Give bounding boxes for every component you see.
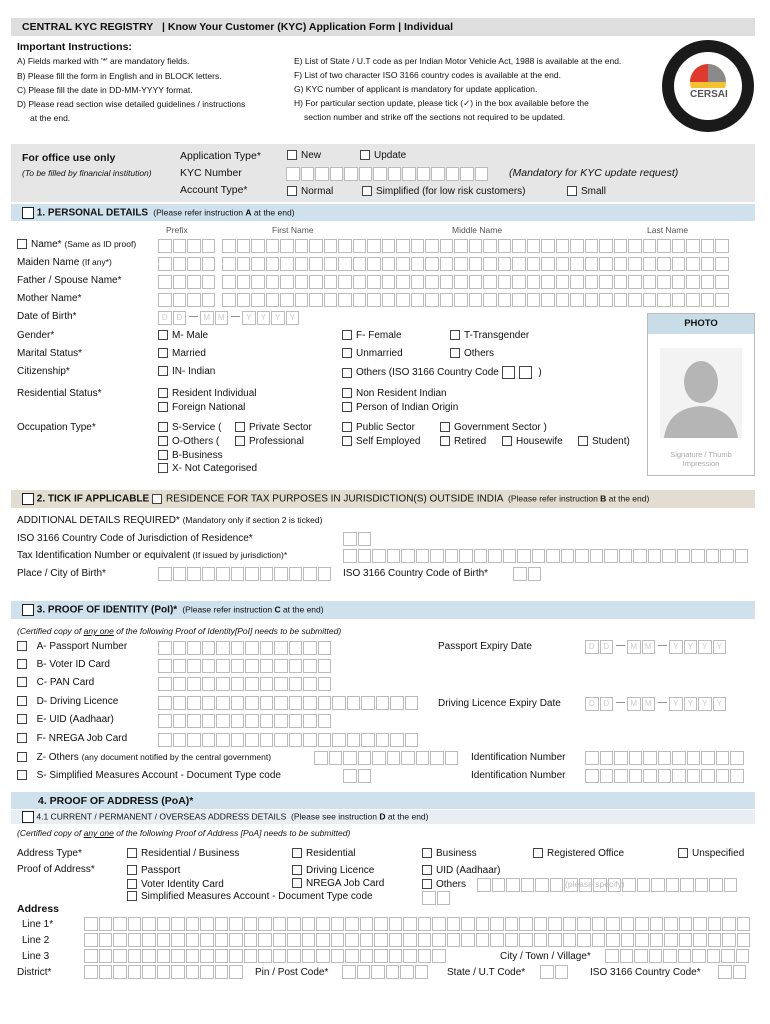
mother-name-label: Mother Name*	[17, 293, 82, 304]
z-identification-input[interactable]	[585, 751, 745, 765]
instruction-e: E) List of State / U.T code as per Indian Motor Vehicle Act, 1988 is available at the end.	[294, 56, 622, 66]
marital-married[interactable]: Married	[158, 348, 206, 359]
address-line1-label: Line 1*	[22, 919, 54, 930]
section-4-1-title[interactable]: 4.1 CURRENT / PERMANENT / OVERSEAS ADDRESS DETAILS (Please see instruction D at the end)	[22, 811, 429, 823]
occupation-label: Occupation Type*	[17, 422, 96, 433]
occ-s-service[interactable]: S-Service (	[158, 422, 221, 433]
poi-pan-card[interactable]: C- PAN Card	[17, 677, 94, 688]
account-small[interactable]: Small	[567, 186, 606, 197]
address-line2-input[interactable]	[84, 933, 751, 947]
poa-others[interactable]: Others	[422, 879, 466, 890]
occ-private-sector[interactable]: Private Sector	[235, 422, 312, 433]
name-input[interactable]	[158, 239, 730, 253]
poi-z-others[interactable]: Z- Others (any document notified by the central government)	[17, 752, 271, 763]
person-of-indian-origin[interactable]: Person of Indian Origin	[342, 402, 458, 413]
dob-input[interactable]: D D — M M — Y Y Y Y	[158, 311, 300, 325]
citizenship-label: Citizenship*	[17, 366, 70, 377]
uid-input[interactable]	[158, 714, 332, 728]
col-last-name: Last Name	[647, 225, 689, 235]
place-of-birth-label: Place / City of Birth*	[17, 568, 106, 579]
name-label[interactable]: Name* (Same as ID proof)	[17, 239, 136, 250]
instruction-d: D) Please read section wise detailed guidelines / instructions	[17, 99, 246, 109]
addr-type-res-business[interactable]: Residential / Business	[127, 848, 239, 859]
address-type-label: Address Type*	[17, 848, 82, 859]
father-spouse-input[interactable]	[158, 275, 730, 289]
father-spouse-label: Father / Spouse Name*	[17, 275, 122, 286]
marital-others[interactable]: Others	[450, 348, 494, 359]
occ-self-employed[interactable]: Self Employed	[342, 436, 420, 447]
col-prefix: Prefix	[166, 225, 188, 235]
poi-certified-note: (Certified copy of any one of the following Proof of Identity[PoI] needs to be submitted)	[17, 626, 342, 636]
kyc-note: (Mandatory for KYC update request)	[509, 167, 679, 179]
app-type-new[interactable]: New	[287, 150, 321, 161]
instruction-b: B) Please fill the form in English and in BLOCK letters.	[17, 71, 222, 81]
nrega-input[interactable]	[158, 733, 419, 747]
instruction-d-cont: at the end.	[30, 113, 71, 123]
office-use-title: For office use only	[22, 152, 116, 164]
proof-of-address-label: Proof of Address*	[17, 864, 95, 875]
cersai-logo	[660, 38, 756, 134]
poi-s-simplified[interactable]: S- Simplified Measures Account - Document Type code	[17, 770, 281, 781]
address-line1-input[interactable]	[84, 917, 751, 931]
kyc-number-input[interactable]	[286, 167, 489, 181]
occ-professional[interactable]: Professional	[235, 436, 304, 447]
section-4-title: 4. PROOF OF ADDRESS (PoA)*	[38, 795, 194, 807]
citizenship-others[interactable]: Others (ISO 3166 Country Code )	[342, 366, 542, 379]
poa-simplified[interactable]: Simplified Measures Account - Document Type code	[127, 891, 373, 902]
occ-government-sector[interactable]: Government Sector )	[440, 422, 547, 433]
additional-details-label: ADDITIONAL DETAILS REQUIRED* (Mandatory only if section 2 is ticked)	[17, 515, 323, 526]
passport-expiry-input[interactable]: D D — M M — Y Y Y Y	[585, 640, 727, 654]
mother-name-input[interactable]	[158, 293, 730, 307]
foreign-national[interactable]: Foreign National	[158, 402, 245, 413]
occ-housewife[interactable]: Housewife	[502, 436, 563, 447]
instruction-f: F) List of two character ISO 3166 country codes is available at the end.	[294, 70, 561, 80]
logo-text: CERSAI	[690, 89, 728, 100]
poa-passport[interactable]: Passport	[127, 865, 180, 876]
citizenship-indian[interactable]: IN- Indian	[158, 366, 215, 377]
section-2-title[interactable]: 2. TICK IF APPLICABLE RESIDENCE FOR TAX PURPOSES IN JURISDICTION(S) OUTSIDE INDIA (Please refer instruction B at the end)	[22, 493, 649, 505]
account-simplified[interactable]: Simplified (for low risk customers)	[362, 186, 525, 197]
poa-driving-licence[interactable]: Driving Licence	[292, 865, 374, 876]
address-heading: Address	[17, 903, 60, 915]
iso-birth-input[interactable]	[513, 567, 542, 581]
addr-type-business[interactable]: Business	[422, 848, 477, 859]
instruction-h: H) For particular section update, please tick (✓) in the box available before the	[294, 98, 589, 108]
pin-label: Pin / Post Code*	[255, 967, 329, 978]
poa-nrega[interactable]: NREGA Job Card	[292, 878, 384, 889]
poa-voter-id[interactable]: Voter Identity Card	[127, 879, 224, 890]
col-first-name: First Name	[272, 225, 314, 235]
office-use-subtitle: (To be filled by financial institution)	[22, 168, 152, 178]
addr-type-unspecified[interactable]: Unspecified	[678, 848, 744, 859]
resident-individual[interactable]: Resident Individual	[158, 388, 257, 399]
signature-label: Signature / Thumb Impression	[670, 450, 732, 468]
kyc-number-label: KYC Number	[180, 167, 242, 179]
passport-expiry-label: Passport Expiry Date	[438, 641, 532, 652]
occ-business[interactable]: B-Business	[158, 450, 223, 461]
poa-uid[interactable]: UID (Aadhaar)	[422, 865, 500, 876]
iso-country-label: ISO 3166 Country Code*	[590, 967, 701, 978]
occ-student[interactable]: Student)	[578, 436, 630, 447]
col-middle-name: Middle Name	[452, 225, 503, 235]
s-identification-input[interactable]	[585, 769, 745, 783]
poi-uid[interactable]: E- UID (Aadhaar)	[17, 714, 114, 725]
account-type-label: Account Type*	[180, 184, 248, 196]
city-input[interactable]	[605, 949, 750, 963]
instruction-c: C) Please fill the date in DD-MM-YYYY format.	[17, 85, 193, 95]
photo-label: PHOTO	[648, 314, 754, 334]
residential-status-label: Residential Status*	[17, 388, 102, 399]
gender-male[interactable]: M- Male	[158, 330, 208, 341]
state-input[interactable]	[540, 965, 569, 979]
poi-passport[interactable]: A- Passport Number	[17, 641, 127, 652]
poa-doc-type-input[interactable]	[422, 891, 451, 905]
addr-type-residential[interactable]: Residential	[292, 848, 355, 859]
iso-jurisdiction-label: ISO 3166 Country Code of Jurisdiction of Residence*	[17, 533, 253, 544]
poi-driving-licence[interactable]: D- Driving Licence	[17, 696, 118, 707]
poi-nrega[interactable]: F- NREGA Job Card	[17, 733, 127, 744]
dl-expiry-label: Driving Licence Expiry Date	[438, 698, 561, 709]
district-input[interactable]	[84, 965, 244, 979]
account-normal[interactable]: Normal	[287, 186, 333, 197]
gender-transgender[interactable]: T-Transgender	[450, 330, 529, 341]
s-identification-label: Identification Number	[471, 770, 566, 781]
instructions-heading: Important Instructions:	[17, 41, 132, 53]
instruction-a: A) Fields marked with '*' are mandatory fields.	[17, 56, 190, 66]
instruction-g: G) KYC number of applicant is mandatory for update application.	[294, 84, 538, 94]
section-3-title[interactable]: 3. PROOF OF IDENTITY (PoI)* (Please refer instruction C at the end)	[22, 604, 324, 616]
state-label: State / U.T Code*	[447, 967, 526, 978]
photo-placeholder	[660, 348, 742, 438]
passport-number-input[interactable]	[158, 641, 332, 655]
address-line3-input[interactable]	[84, 949, 447, 963]
application-type-label: Application Type*	[180, 150, 261, 162]
occ-public-sector[interactable]: Public Sector	[342, 422, 415, 433]
occ-not-categorised[interactable]: X- Not Categorised	[158, 463, 257, 474]
pin-input[interactable]	[342, 965, 429, 979]
address-line3-label: Line 3	[22, 951, 50, 962]
place-of-birth-input[interactable]	[158, 567, 332, 581]
poa-certified-note: (Certified copy of any one of the following Proof of Address [PoA] needs to be submitted)	[17, 828, 351, 838]
city-label: City / Town / Village*	[500, 951, 591, 962]
voter-id-input[interactable]	[158, 659, 332, 673]
dl-expiry-input[interactable]: D D — M M — Y Y Y Y	[585, 697, 727, 711]
occ-o-others[interactable]: O-Others (	[158, 436, 219, 447]
pan-card-input[interactable]	[158, 677, 332, 691]
maiden-name-input[interactable]	[158, 257, 730, 271]
poa-others-specify: (please specify)	[565, 879, 625, 889]
header-title: CENTRAL KYC REGISTRY | Know Your Customer (KYC) Application Form | Individual	[22, 21, 454, 33]
address-line2-label: Line 2	[22, 935, 50, 946]
occ-retired[interactable]: Retired	[440, 436, 486, 447]
addr-type-registered-office[interactable]: Registered Office	[533, 848, 624, 859]
iso-birth-label: ISO 3166 Country Code of Birth*	[343, 568, 489, 579]
maiden-name-label: Maiden Name (If any*)	[17, 257, 112, 268]
z-identification-label: Identification Number	[471, 752, 566, 763]
s-doc-type-input[interactable]	[343, 769, 372, 783]
district-label: District*	[17, 967, 52, 978]
tin-input[interactable]	[343, 549, 749, 563]
z-others-input[interactable]	[314, 751, 459, 765]
app-type-update[interactable]: Update	[360, 150, 406, 161]
poi-voter-id[interactable]: B- Voter ID Card	[17, 659, 110, 670]
driving-licence-input[interactable]	[158, 696, 419, 710]
non-resident-indian[interactable]: Non Resident Indian	[342, 388, 447, 399]
gender-female[interactable]: F- Female	[342, 330, 402, 341]
dob-label: Date of Birth*	[17, 311, 77, 322]
iso-country-input[interactable]	[718, 965, 747, 979]
gender-label: Gender*	[17, 330, 55, 341]
iso-jurisdiction-input[interactable]	[343, 532, 372, 546]
tin-label: Tax Identification Number or equivalent (If issued by jurisdiction)*	[17, 550, 288, 561]
instruction-h-cont: section number and strike off the sections not required to be updated.	[304, 112, 566, 122]
marital-unmarried[interactable]: Unmarried	[342, 348, 403, 359]
section-1-title[interactable]: 1. PERSONAL DETAILS (Please refer instruction A at the end)	[22, 207, 295, 219]
marital-label: Marital Status*	[17, 348, 83, 359]
